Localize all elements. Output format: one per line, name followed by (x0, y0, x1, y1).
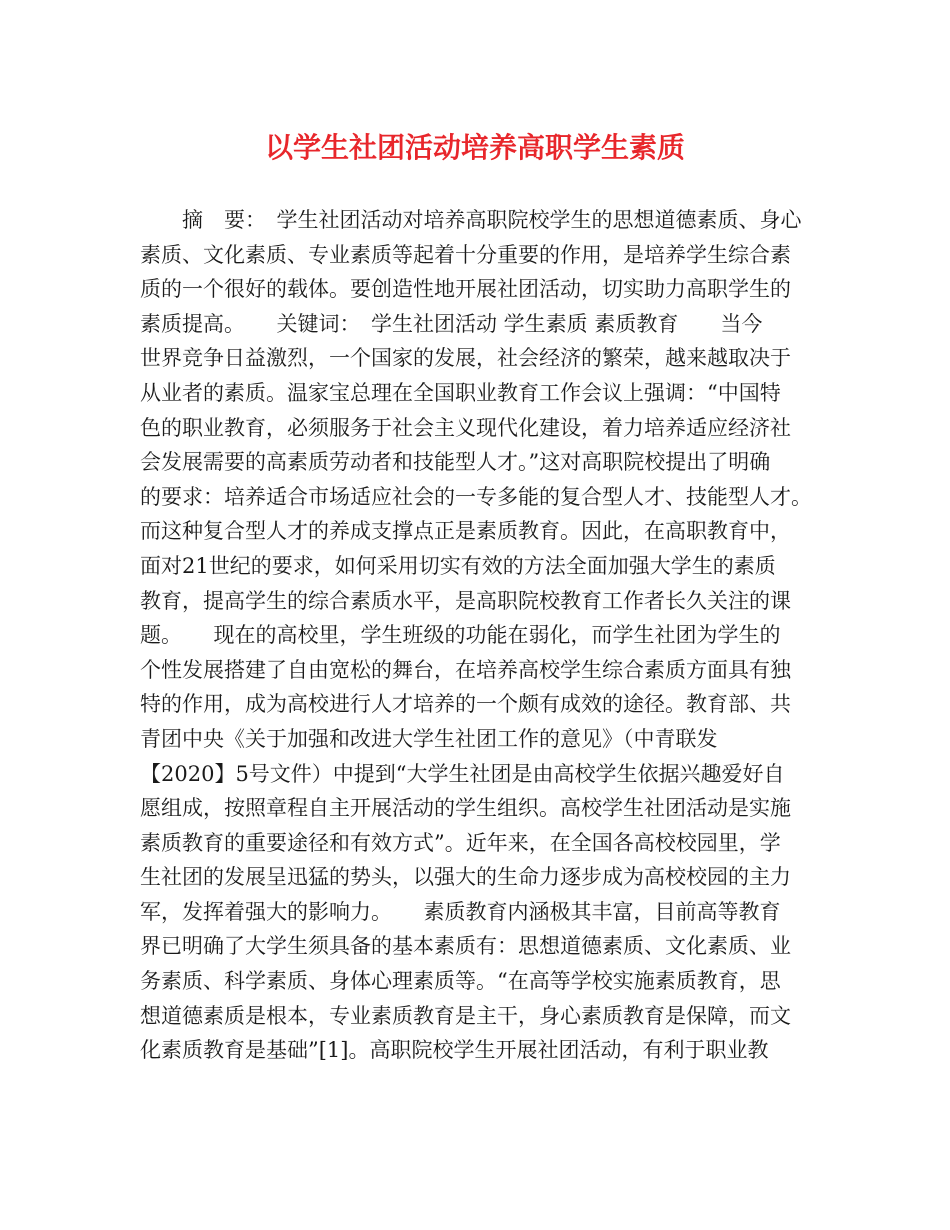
text-line: 面对21世纪的要求，如何采用切实有效的方法全面加强大学生的素质 (140, 553, 776, 578)
text-line: 质的一个很好的载体。要创造性地开展社团活动，切实助力高职学生的 (140, 277, 791, 302)
text-line: 素质、文化素质、专业素质等起着十分重要的作用，是培养学生综合素 (140, 242, 791, 267)
text-line: 愿组成，按照章程自主开展活动的学生组织。高校学生社团活动是实施 (140, 796, 791, 821)
document-title: 以学生社团活动培养高职学生素质 (264, 131, 685, 164)
text-line: 青团中央《关于加强和改进大学生社团工作的意见》（中青联发 (140, 726, 718, 751)
text-line: 素质提高。 关键词： 学生社团活动 学生素质 素质教育 当今 (140, 311, 763, 336)
text-line: 军，发挥着强大的影响力。 素质教育内涵极其丰富，目前高等教育 (140, 899, 781, 924)
text-line: 生社团的发展呈迅猛的势头，以强大的生命力逐步成为高校校园的主力 (140, 865, 791, 890)
document-body (140, 203, 830, 1068)
text-line: 【2020】5号文件）中提到“大学生社团是由高校学生依据兴趣爱好自 (140, 761, 785, 786)
text-line: 特的作用，成为高校进行人才培养的一个颇有成效的途径。教育部、共 (140, 692, 791, 717)
text-line: 而这种复合型人才的养成支撑点正是素质教育。因此，在高职教育中， (140, 519, 791, 544)
text-line: 从业者的素质。温家宝总理在全国职业教育工作会议上强调：“中国特 (140, 380, 781, 405)
text-line: 会发展需要的高素质劳动者和技能型人才。”这对高职院校提出了明确 (140, 450, 771, 475)
text-line: 世界竞争日益激烈，一个国家的发展，社会经济的繁荣，越来越取决于 (140, 346, 791, 371)
text-line: 化素质教育是基础”[1]。高职院校学生开展社团活动，有利于职业教 (140, 1038, 769, 1063)
text-line: 素质教育的重要途径和有效方式”。近年来，在全国各高校校园里，学 (140, 830, 781, 855)
text-line: 想道德素质是根本，专业素质教育是主干，身心素质教育是保障，而文 (140, 1003, 791, 1028)
text-line: 务素质、科学素质、身体心理素质等。“在高等学校实施素质教育，思 (140, 969, 781, 994)
text-line: 教育，提高学生的综合素质水平，是高职院校教育工作者长久关注的课 (140, 588, 791, 613)
text-line: 摘 要： 学生社团活动对培养高职院校学生的思想道德素质、身心 (140, 208, 802, 232)
text-line: 个性发展搭建了自由宽松的舞台，在培养高校学生综合素质方面具有独 (140, 657, 791, 682)
text-line: 的要求：培养适合市场适应社会的一专多能的复合型人才、技能型人才。 (140, 484, 812, 509)
text-line: 色的职业教育，必须服务于社会主义现代化建设，着力培养适应经济社 (140, 415, 791, 440)
text-line: 界已明确了大学生须具备的基本素质有：思想道德素质、文化素质、业 (140, 934, 791, 959)
text-line: 题。 现在的高校里，学生班级的功能在弱化，而学生社团为学生的 (140, 623, 781, 648)
